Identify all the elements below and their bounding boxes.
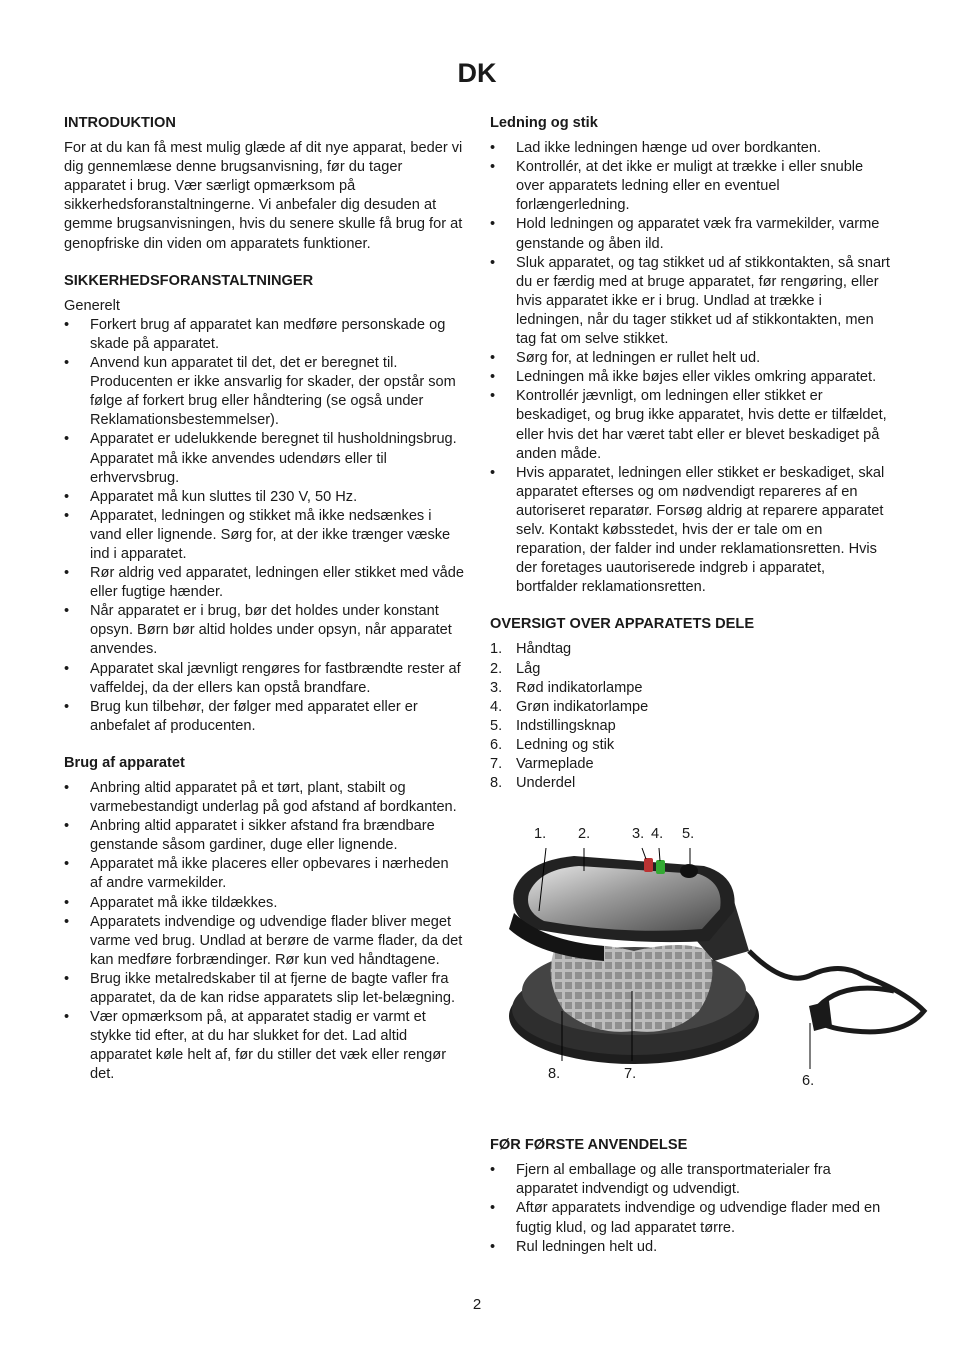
list-item: • Hold ledningen og apparatet væk fra varmekilder, varme genstande og åben ild.	[490, 215, 890, 253]
list-item: • Sluk apparatet, og tag stikket ud af stikkontakten, så snart du er færdig med at bruge apparatet, før rengøring, eller hvis apparatet ikke er i brug. Undlad at trække i ledningen, når du tager stikket ud af stikkontakten, men tag fat om selve stikket.	[490, 254, 890, 349]
list-item: • Anvend kun apparatet til det, det er beregnet til. Producenten er ikke ansvarlig for skader, der opstår som følge af forkert brug eller håndtering (se også under Reklamationsbestemmelser).	[64, 354, 464, 430]
waffle-maker-figure	[484, 811, 930, 1096]
list-item: 6. Ledning og stik	[490, 736, 615, 753]
list-item: • Anbring altid apparatet i sikker afstand fra brændbare genstande såsom gardiner, duge eller lignende.	[64, 817, 464, 855]
list-item: • Aftør apparatets indvendige og udvendige flader med en fugtig klud, og lad apparatet tørre.	[490, 1199, 890, 1237]
list-item: • Hvis apparatet, ledningen eller stikket er beskadiget, skal apparatet efterses og om nødvendigt repareres af en autoriseret reparatør. Forsøg aldrig at reparere apparatet selv. Kontakt købsstedet, hvis der er tale om en reparation, der falder ind under reklamationsretten. Hvis der foretages uautoriserede indgreb i apparatet, bortfalder reklamationsretten.	[490, 464, 890, 598]
list-item: • Apparatet må kun sluttes til 230 V, 50 Hz.	[64, 488, 464, 507]
parts-heading: OVERSIGT OVER APPARATETS DELE	[490, 616, 755, 633]
cord-list	[490, 139, 890, 597]
safety-heading: SIKKERHEDSFORANSTALTNINGER	[64, 272, 314, 289]
figure-label-4: 4.	[651, 826, 664, 843]
list-item: • Apparatet, ledningen og stikket må ikke nedsænkes i vand eller lignende. Sørg for, at der ikke trænger væske ind i apparatet.	[64, 507, 464, 564]
list-item: • Apparatet er udelukkende beregnet til husholdningsbrug. Apparatet må ikke anvendes udendørs eller til erhvervsbrug.	[64, 430, 464, 487]
list-item: • Sørg for, at ledningen er rullet helt ud.	[490, 349, 890, 368]
list-item: 8. Underdel	[490, 775, 576, 792]
list-item: • Brug ikke metalredskaber til at fjerne de bagte vafler fra apparatet, da de kan ridse apparatets slip let-belægning.	[64, 970, 464, 1008]
first-use-list	[490, 1161, 890, 1256]
left-column	[64, 114, 464, 1085]
intro-paragraph: For at du kan få mest mulig glæde af dit nye apparat, beder vi dig gennemlæse denne brugsanvisning, før du tager apparatet i brug. Vær særligt opmærksom på sikkerhedsforanstaltningerne. Vi anbefaler dig desuden at gemme brugsanvisningen, hvis du senere skulle få brug for at genopfriske din viden om apparatets funktioner.	[64, 140, 463, 252]
list-item: • Kontrollér jævnligt, om ledningen eller stikket er beskadiget, og brug ikke apparatet, hvis dette er tilfældet, eller hvis det har været tabt eller er blevet beskadiget på anden måde.	[490, 387, 890, 463]
cord-heading: Ledning og stik	[490, 115, 598, 131]
page-number: 2	[472, 1296, 482, 1313]
list-item: • Anbring altid apparatet på et tørt, plant, stabilt og varmebestandigt underlag på god afstand af bordkanten.	[64, 779, 464, 817]
figure-label-5: 5.	[682, 826, 695, 843]
intro-heading: INTRODUKTION	[64, 115, 176, 131]
figure-label-8: 8.	[548, 1066, 561, 1083]
list-item: • Når apparatet er i brug, bør det holdes under konstant opsyn. Børn bør altid holdes under opsyn, når apparatet anvendes.	[64, 602, 464, 659]
language-heading: DK	[457, 58, 497, 88]
list-item: • Fjern al emballage og alle transportmaterialer fra apparatet indvendigt og udvendigt.	[490, 1161, 890, 1199]
parts-list	[490, 640, 890, 793]
right-column	[490, 114, 890, 1257]
list-item: • Apparatet må ikke placeres eller opbevares i nærheden af andre varmekilder.	[64, 855, 464, 893]
figure-label-3: 3.	[632, 826, 645, 843]
list-item: 7. Varmeplade	[490, 756, 594, 772]
list-item: 2. Låg	[490, 660, 541, 677]
use-heading: Brug af apparatet	[64, 754, 185, 771]
list-item: • Kontrollér, at det ikke er muligt at trække i eller snuble over apparatets ledning eller en eventuel forlængerledning.	[490, 158, 890, 215]
figure-label-1: 1.	[534, 826, 547, 843]
general-list	[64, 316, 464, 736]
list-item: • Rul ledningen helt ud.	[490, 1238, 890, 1257]
list-item: 5. Indstillingsknap	[490, 717, 616, 734]
waffle-maker-illustration	[484, 811, 930, 1096]
list-item: • Apparatet må ikke tildækkes.	[64, 894, 464, 913]
list-item: • Lad ikke ledningen hænge ud over bordkanten.	[490, 139, 890, 158]
list-item: • Apparatets indvendige og udvendige flader bliver meget varme ved brug. Undlad at berøre de varme flader, da det kan medføre forbrændinger. Rør kun ved håndtagene.	[64, 913, 464, 970]
general-subheading: Generelt	[64, 297, 120, 314]
first-use-heading: FØR FØRSTE ANVENDELSE	[490, 1137, 688, 1154]
list-item: • Ledningen må ikke bøjes eller vikles omkring apparatet.	[490, 368, 890, 387]
list-item: • Apparatet skal jævnligt rengøres for fastbrændte rester af vaffeldej, da der ellers kan opstå brandfare.	[64, 660, 464, 698]
list-item: • Forkert brug af apparatet kan medføre personskade og skade på apparatet.	[64, 316, 464, 354]
use-list	[64, 779, 464, 1085]
list-item: 1. Håndtag	[490, 641, 572, 658]
figure-label-7: 7.	[624, 1066, 637, 1083]
list-item: 3. Rød indikatorlampe	[490, 679, 643, 696]
list-item: • Vær opmærksom på, at apparatet stadig er varmt et stykke tid efter, at du har slukket for det. Lad altid apparatet køle helt af, før du stiller det væk eller rengør det.	[64, 1008, 464, 1084]
figure-label-2: 2.	[578, 826, 591, 843]
list-item: • Rør aldrig ved apparatet, ledningen eller stikket med våde eller fugtige hænder.	[64, 564, 464, 602]
list-item: • Brug kun tilbehør, der følger med apparatet eller er anbefalet af producenten.	[64, 698, 464, 736]
list-item: 4. Grøn indikatorlampe	[490, 698, 649, 715]
figure-label-6: 6.	[802, 1073, 815, 1090]
